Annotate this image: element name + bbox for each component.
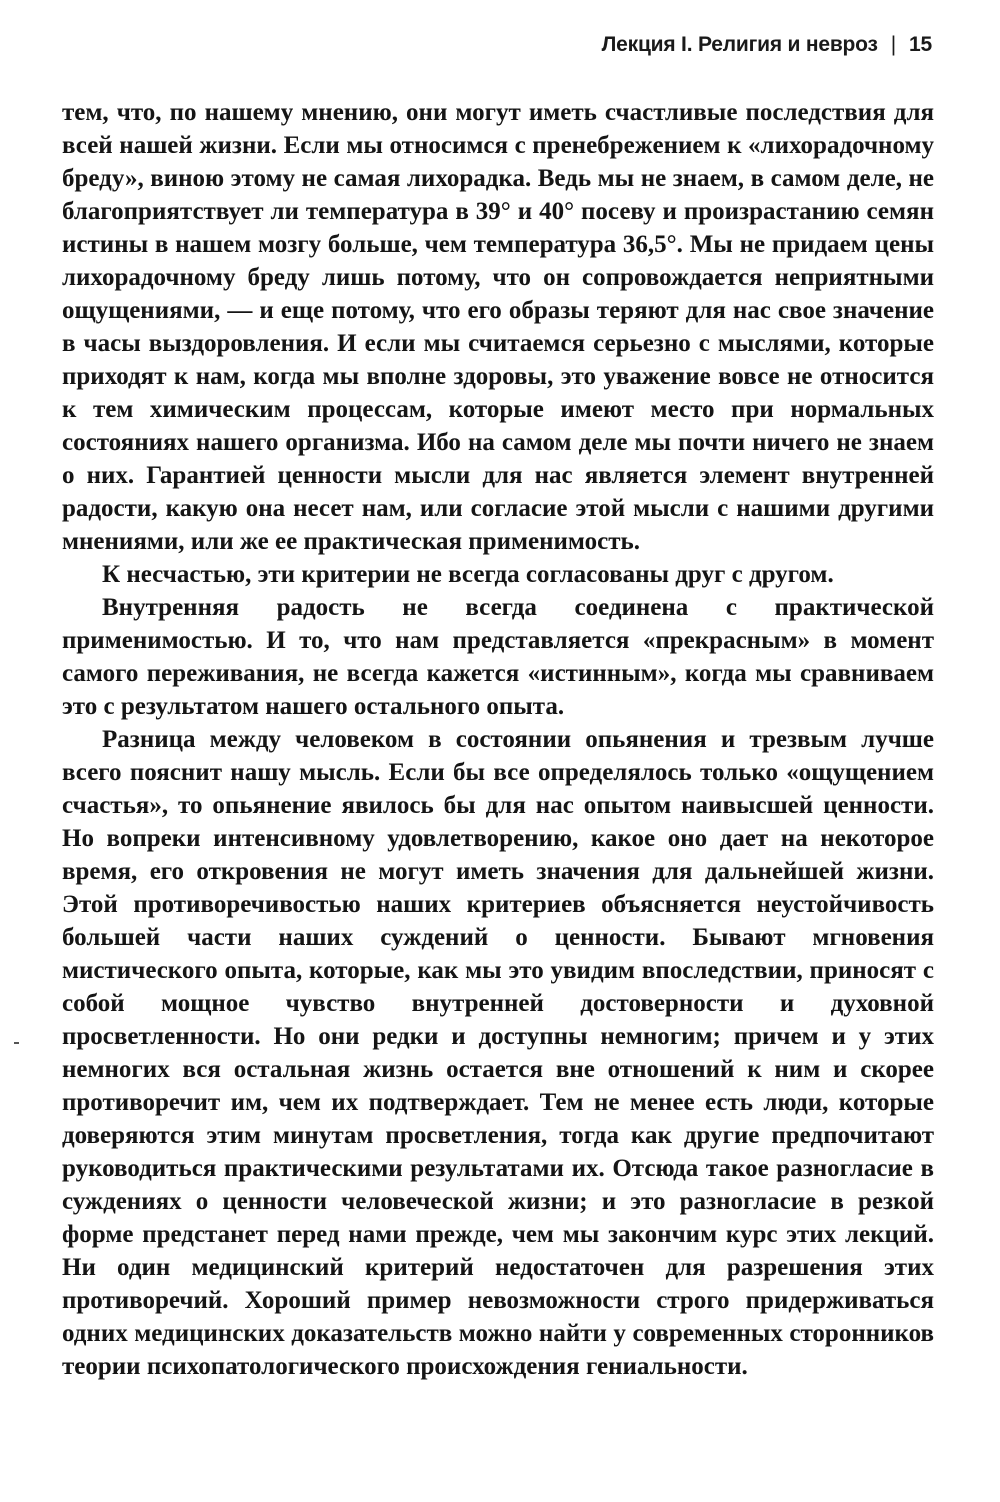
paragraph: Внутренняя радость не всегда соединена с практической применимостью. И то, что нам представляется «прекрасным» в момент самого переживания, не всегда кажется «истинным», когда мы сравниваем это с результатом нашего остального опыта. xyxy=(62,594,934,720)
body-text xyxy=(62,96,934,1383)
header-separator: | xyxy=(890,33,897,56)
paragraph: Разница между человеком в состоянии опьянения и трезвым лучше всего пояснит нашу мысль. Если бы все определялось только «ощущением счастья», то опьянение явилось бы для нас опытом наивысшей ценности. Но вопреки интенсивному удовлетворению, какое оно дает на некоторое время, его откровения не могут иметь значения для дальнейшей жизни. Этой противоречивостью наших критериев объясняется неустойчивость большей части наших суждений о ценности. Бывают мгновения мистического опыта, которые, как мы это увидим впоследствии, приносят с собой мощное чувство внутренней достоверности и духовной просветленности. Но они редки и доступны немногим; причем и у этих немногих вся остальная жизнь остается вне отношений к ним и скорее противоречит им, чем их подтверждает. Тем не менее есть люди, которые доверяются этим минутам просветления, тогда как другие предпочитают руководиться практическими результатами их. Отсюда такое разногласие в суждениях о ценности человеческой жизни; и это разногласие в резкой форме предстанет перед нами прежде, чем мы закончим курс этих лекций. Ни один медицинский критерий недостаточен для разрешения этих противоречий. Хороший пример невозможности строго придерживаться одних медицинских доказательств можно найти у современных сторонников теории психопатологического происхождения гениальности. xyxy=(62,726,934,1380)
paragraph: К несчастью, эти критерии не всегда согласованы друг с другом. xyxy=(102,561,834,588)
chapter-title: Лекция I. Религия и невроз xyxy=(601,33,878,56)
running-head xyxy=(602,33,932,57)
page-number: 15 xyxy=(909,33,932,56)
paragraph-continued: тем, что, по нашему мнению, они могут иметь счастливые последствия для всей нашей жизни. Если мы относимся с пренебрежением к «лихорадочному бреду», виною этому не самая лихорадка. Ведь мы не знаем, в самом деле, не благоприятствует ли температура в 39° и 40° посеву и произрастанию семян истины в нашем мозгу больше, чем температура 36,5°. Мы не придаем цены лихорадочному бреду лишь потому, что он сопровождается неприятными ощущениями, — и еще потому, что его образы теряют для нас свое значение в часы выздоровления. И если мы считаемся серьезно с мыслями, которые приходят к нам, когда мы вполне здоровы, это уважение вовсе не относится к тем химическим процессам, которые имеют место при нормальных состояниях нашего организма. Ибо на самом деле мы почти ничего не знаем о них. Гарантией ценности мысли для нас является элемент внутренней радости, какую она несет нам, или согласие этой мысли с нашими другими мнениями, или же ее практическая применимость. xyxy=(62,99,934,555)
scan-speck xyxy=(14,1042,19,1044)
